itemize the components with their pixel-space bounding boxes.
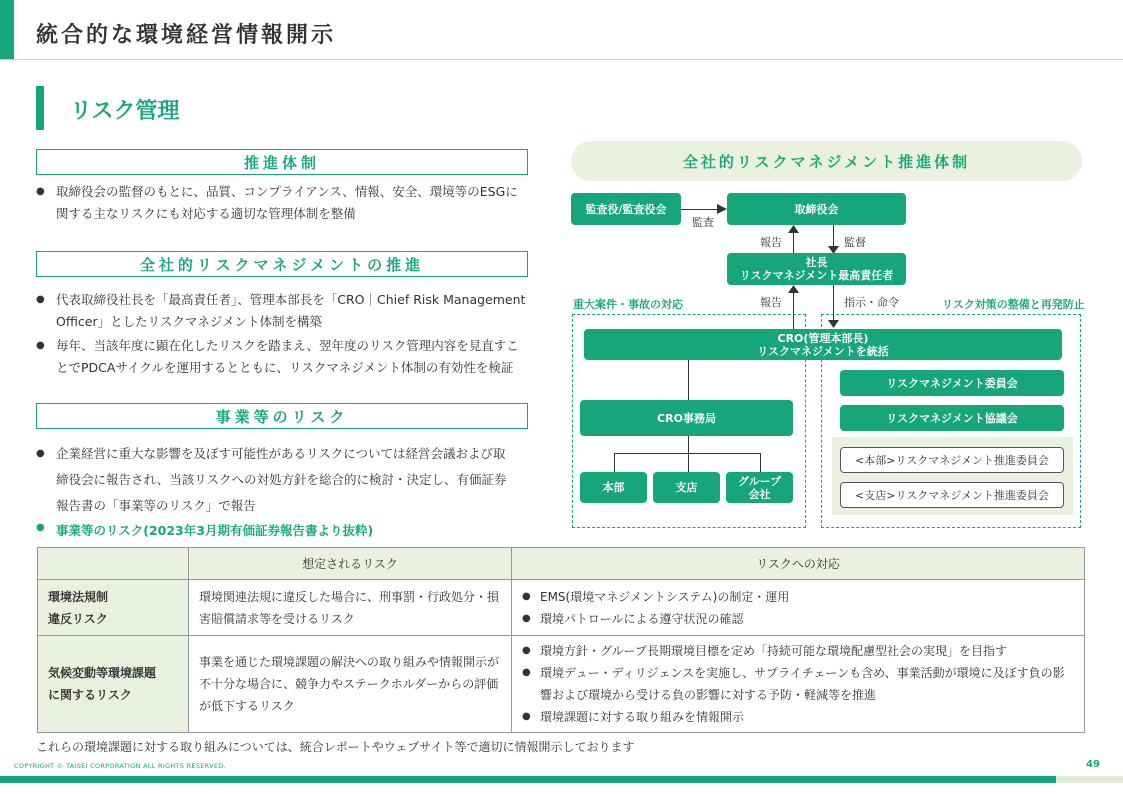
response-item: ● 環境方針・グループ長期環境目標を定め「持続可能な環境配慮型社会の実現」を目指す bbox=[522, 640, 1074, 662]
risk-table bbox=[37, 547, 1085, 733]
shiten-committee-box: <支店>リスクマネジメント推進委員会 bbox=[840, 482, 1064, 508]
table-header-response: リスクへの対応 bbox=[512, 548, 1085, 580]
office-branch-connector bbox=[688, 436, 689, 453]
cro-box bbox=[584, 329, 1062, 360]
shiten-box: 支店 bbox=[653, 472, 720, 503]
risk-description-cell: 環境関連法規に違反した場合に、刑事罰・行政処分・損害賠償請求等を受けるリスク bbox=[189, 580, 512, 636]
cro-office-connector bbox=[688, 360, 689, 401]
promotion-bullet: ● 取締役会の監督のもとに、品質、コンプライアンス、情報、安全、環境等のESGに関する主なリスクにも対応する適切な管理体制を整備 bbox=[36, 181, 526, 225]
audit-arrowhead bbox=[717, 204, 727, 214]
copyright: COPYRIGHT © TAISEI CORPORATION ALL RIGHTS RESERVED. bbox=[14, 762, 226, 770]
table-header-blank bbox=[38, 548, 189, 580]
board-box: 取締役会 bbox=[727, 193, 906, 225]
promotion-heading: 推進体制 bbox=[36, 149, 528, 175]
response-item: ● 環境パトロールによる遵守状況の確認 bbox=[522, 608, 1074, 630]
report-up-connector bbox=[793, 230, 794, 253]
branch-horizontal-line bbox=[614, 453, 760, 454]
page-number: 49 bbox=[1086, 759, 1100, 770]
companywide-bullet-1: ● 代表取締役社長を「最高責任者」、管理本部長を「CRO｜Chief Risk Management Officer」としたリスクマネジメント体制を構築 bbox=[36, 289, 526, 333]
business-risk-excerpt-label: ● 事業等のリスク(2023年3月期有価証券報告書より抜粋) bbox=[36, 521, 373, 539]
council-box: リスクマネジメント協議会 bbox=[840, 405, 1064, 431]
honbu-box: 本部 bbox=[580, 472, 647, 503]
companywide-bullet-2: ● 毎年、当該年度に顕在化したリスクを踏まえ、翌年度のリスク管理内容を見直すことでPDCAサイクルを運用するとともに、リスクマネジメント体制の有効性を検証 bbox=[36, 335, 526, 379]
page-title: 統合的な環境経営情報開示 bbox=[36, 23, 337, 48]
companywide-heading: 全社的リスクマネジメントの推進 bbox=[36, 251, 528, 277]
footer-bar-end bbox=[1056, 776, 1123, 783]
diagram-title: 全社的リスクマネジメント推進体制 bbox=[571, 141, 1082, 181]
report-label: 報告 bbox=[760, 236, 782, 249]
table-row bbox=[38, 636, 1085, 733]
report-up-arrowhead bbox=[788, 225, 799, 233]
supervise-connector bbox=[833, 225, 834, 248]
business-risk-bullet: ● 企業経営に重大な影響を及ぼす可能性があるリスクについては経営会議および取締役会に報告され、当該リスクへの対処方針を総合的に検討・決定し、有価証券報告書の「事業等のリスク」で報告 bbox=[36, 441, 516, 519]
section-title: リスク管理 bbox=[70, 99, 180, 124]
header-divider bbox=[0, 59, 1123, 60]
shiten-connector bbox=[688, 453, 689, 472]
group-company-box bbox=[726, 472, 793, 503]
group-connector bbox=[760, 453, 761, 472]
committee-box: リスクマネジメント委員会 bbox=[840, 370, 1064, 396]
report-label-2: 報告 bbox=[760, 296, 782, 309]
table-header-risk: 想定されるリスク bbox=[189, 548, 512, 580]
left-area-label: 重大案件・事故の対応 bbox=[573, 298, 683, 311]
response-item: ● 環境デュー・ディリジェンスを実施し、サプライチェーンも含め、事業活動が環境に及ぼす負の影響および環境から受ける負の影響に対する予防・軽減等を推進 bbox=[522, 662, 1074, 706]
risk-name-line-2: 違反リスク bbox=[48, 611, 108, 626]
group-line-2: 会社 bbox=[748, 487, 771, 501]
header-accent-bar bbox=[0, 0, 14, 60]
cro-title: CRO(管理本部長) bbox=[777, 331, 869, 345]
auditor-box: 監査役/監査役会 bbox=[571, 193, 681, 225]
audit-connector bbox=[681, 209, 721, 210]
president-title: 社長 bbox=[805, 256, 828, 269]
cro-office-box: CRO事務局 bbox=[580, 400, 793, 436]
right-area-label: リスク対策の整備と再発防止 bbox=[942, 298, 1085, 311]
risk-response-cell bbox=[512, 636, 1085, 733]
group-line-1: グループ bbox=[737, 474, 782, 488]
honbu-committee-box: <本部>リスクマネジメント推進委員会 bbox=[840, 447, 1064, 473]
table-header-row bbox=[38, 548, 1085, 580]
honbu-connector bbox=[614, 453, 615, 472]
risk-name-cell bbox=[38, 636, 189, 733]
report-up-arrowhead-2 bbox=[788, 285, 799, 293]
risk-name-line-1: 気候変動等環境課題 bbox=[48, 666, 157, 680]
footer-bar bbox=[0, 776, 1056, 783]
risk-name-line-2: に関するリスク bbox=[48, 688, 132, 702]
cro-role: リスクマネジメントを統括 bbox=[757, 344, 889, 358]
response-item: ● 環境課題に対する取り組みを情報開示 bbox=[522, 706, 1074, 728]
president-role: リスクマネジメント最高責任者 bbox=[739, 269, 894, 282]
footnote: これらの環境課題に対する取り組みについては、統合レポートやウェブサイト等で適切に情報開示しております bbox=[36, 740, 635, 754]
response-item: ● EMS(環境マネジメントシステム)の制定・運用 bbox=[522, 586, 1074, 608]
audit-label: 監査 bbox=[692, 216, 714, 229]
risk-response-cell bbox=[512, 580, 1085, 636]
section-accent-bar bbox=[36, 86, 44, 130]
business-risk-heading: 事業等のリスク bbox=[36, 403, 528, 429]
risk-name-line-1: 環境法規制 bbox=[48, 589, 109, 604]
table-row bbox=[38, 580, 1085, 636]
risk-description-cell: 事業を通じた環境課題の解決への取り組みや情報開示が不十分な場合に、競争力やステークホルダーからの評価が低下するリスク bbox=[189, 636, 512, 733]
risk-name-cell bbox=[38, 580, 189, 636]
supervise-label: 監督 bbox=[844, 236, 866, 249]
president-box bbox=[727, 253, 906, 285]
instruct-label: 指示・命令 bbox=[844, 296, 899, 309]
